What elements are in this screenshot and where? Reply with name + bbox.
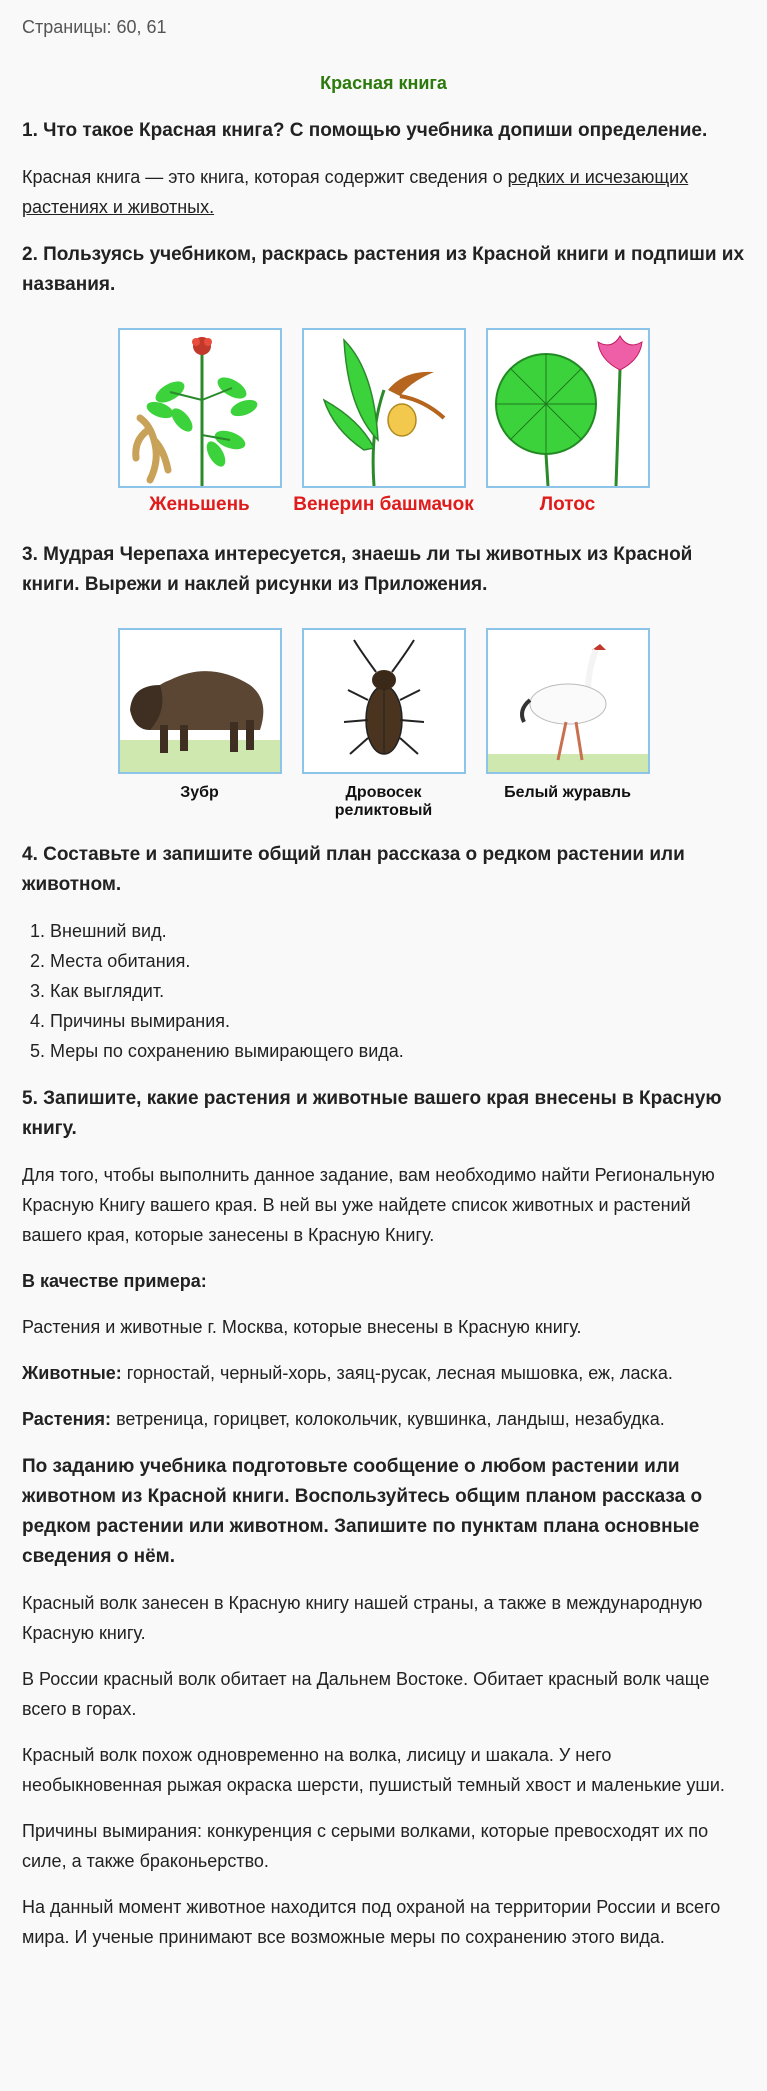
plants-figure: [22, 328, 745, 520]
white-crane-image: [486, 628, 650, 774]
plan-item: 5. Меры по сохранению вымирающего вида.: [50, 1036, 745, 1066]
plants-line: [22, 1404, 745, 1434]
question-5: 5. Запишите, какие растения и животные вашего края внесены в Красную книгу.: [22, 1088, 722, 1139]
beetle-illustration: [304, 630, 464, 772]
example-heading: В качестве примера:: [22, 1271, 207, 1291]
animals-label: Животные:: [22, 1363, 122, 1383]
animals-list: горностай, черный-хорь, заяц-русак, лесная мышовка, еж, ласка.: [121, 1363, 673, 1383]
plan-list: [22, 916, 745, 1066]
question-1: 1. Что такое Красная книга? С помощью учебника допиши определение.: [22, 120, 708, 141]
plant-caption-2: Венерин башмачок: [293, 494, 474, 515]
ginseng-image: [118, 328, 282, 488]
plan-item: 1. Внешний вид.: [50, 916, 745, 946]
plant-caption-1: Женьшень: [149, 494, 250, 515]
plan-item: 3. Как выглядит.: [50, 976, 745, 1006]
story-paragraph: Красный волк похож одновременно на волка, лисицу и шакала. У него необыкновенная рыжая окраска шерсти, пушистый темный хвост и маленькие уши.: [22, 1745, 725, 1795]
plant-caption-3: Лотос: [539, 494, 596, 515]
answer-5: Для того, чтобы выполнить данное задание, вам необходимо найти Региональную Красную Книгу вашего края. В ней вы уже найдете список животных и растений вашего края, которые занесены в Красную Книгу.: [22, 1165, 715, 1245]
animals-figure: [22, 628, 745, 820]
lotus-illustration: [488, 330, 648, 486]
animal-caption-1: Зубр: [180, 784, 219, 801]
lady-slipper-illustration: [304, 330, 464, 486]
pages-line: Страницы: 60, 61: [22, 17, 167, 37]
story-paragraph: В России красный волк обитает на Дальнем Востоке. Обитает красный волк чаще всего в горах.: [22, 1669, 710, 1719]
bison-image: [118, 628, 282, 774]
animal-caption-2: Дровосек реликтовый: [334, 784, 433, 819]
question-6: По заданию учебника подготовьте сообщение о любом растении или животном из Красной книги. Воспользуйтесь общим планом рассказа о редком растении или животном. Запишите по пунктам плана основные сведения о нём.: [22, 1456, 703, 1567]
plan-item: 2. Места обитания.: [50, 946, 745, 976]
ginseng-illustration: [120, 330, 280, 486]
answer-1-text: Красная книга — это книга, которая содержит сведения о: [22, 167, 508, 187]
story-paragraph: На данный момент животное находится под охраной на территории России и всего мира. И ученые принимают все возможные меры по сохранению этого вида.: [22, 1897, 721, 1947]
example-intro: Растения и животные г. Москва, которые внесены в Красную книгу.: [22, 1317, 582, 1337]
story-paragraph: Красный волк занесен в Красную книгу нашей страны, а также в международную Красную книгу.: [22, 1593, 703, 1643]
animal-caption-3: Белый журавль: [504, 784, 631, 801]
plants-list: ветреница, горицвет, колокольчик, кувшинка, ландыш, незабудка.: [111, 1409, 665, 1429]
lotus-image: [486, 328, 650, 488]
question-4: 4. Составьте и запишите общий план рассказа о редком растении или животном.: [22, 844, 685, 895]
bison-illustration: [120, 630, 280, 772]
page: [0, 12, 767, 1952]
plants-label: Растения:: [22, 1409, 112, 1429]
longhorn-beetle-image: [302, 628, 466, 774]
answer-1-underlined: редких и исчезающих растениях и животных.: [22, 167, 689, 217]
crane-illustration: [488, 630, 648, 772]
answer-1: [22, 162, 745, 222]
story-paragraph: Причины вымирания: конкуренция с серыми волками, которые превосходят их по силе, а также браконьерство.: [22, 1821, 709, 1871]
animals-line: [22, 1358, 745, 1388]
page-title: Красная книга: [320, 73, 447, 93]
lady-slipper-image: [302, 328, 466, 488]
plan-item: 4. Причины вымирания.: [50, 1006, 745, 1036]
question-2: 2. Пользуясь учебником, раскрась растения из Красной книги и подпиши их названия.: [22, 244, 745, 295]
question-3: 3. Мудрая Черепаха интересуется, знаешь ли ты животных из Красной книги. Вырежи и наклей рисунки из Приложения.: [22, 544, 693, 595]
